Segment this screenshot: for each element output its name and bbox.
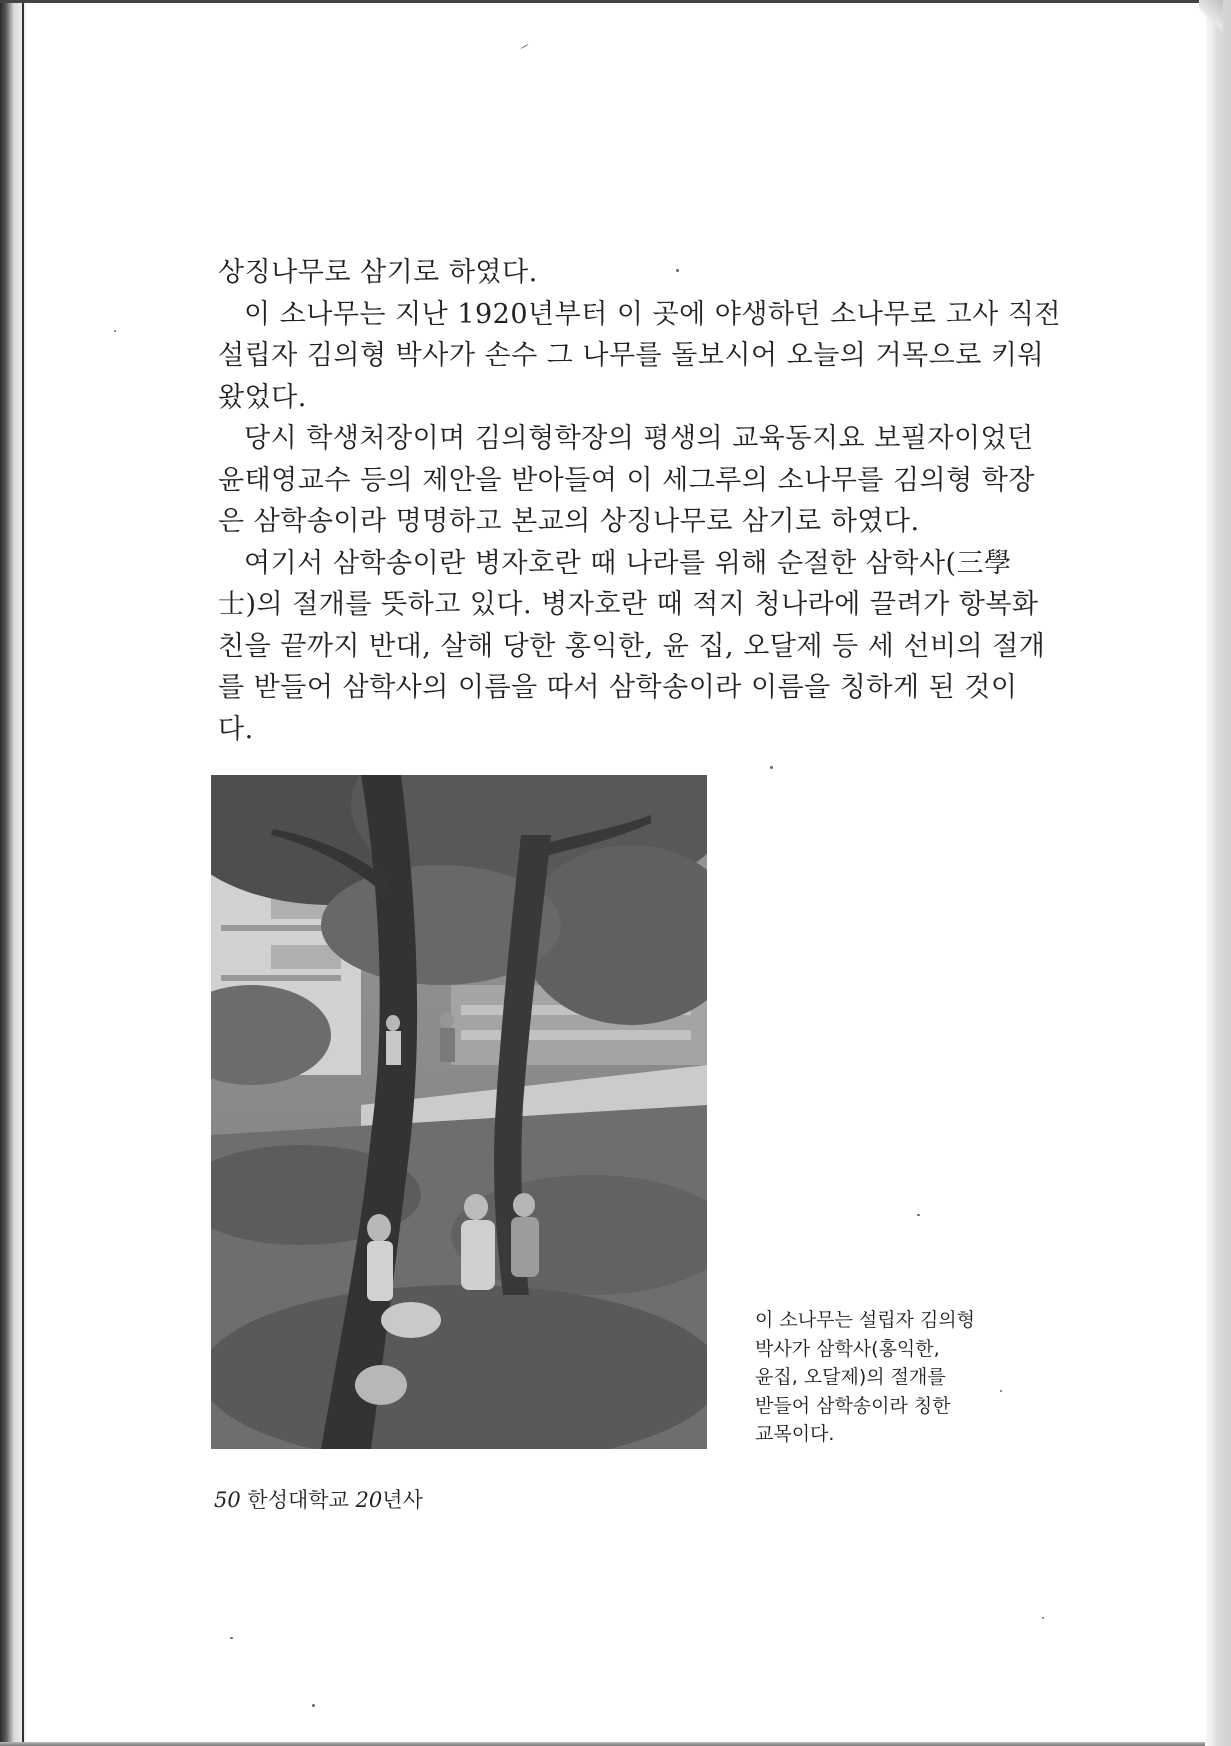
page-number: 50: [214, 1488, 241, 1512]
body-line: 은 삼학송이라 명명하고 본교의 상징나무로 삼기로 하였다.: [218, 506, 920, 537]
caption-line: 윤집, 오달제)의 절개를: [755, 1366, 946, 1388]
scan-speck: [114, 330, 116, 332]
caption-line: 박사가 삼학사(홍익한,: [755, 1337, 940, 1360]
body-line: 왔었다.: [218, 381, 307, 413]
scan-speck: [917, 1214, 920, 1216]
page-footer: [214, 1484, 423, 1514]
right-page-shadow: [1209, 0, 1231, 1746]
scan-speck: [1042, 1617, 1044, 1619]
photo-illustration: [211, 775, 707, 1449]
footer-title-suffix: 년사: [382, 1488, 423, 1512]
body-line: 士)의 절개를 뜻하고 있다. 병자호란 때 적지 청나라에 끌려가 항복화: [218, 589, 1039, 620]
body-line: 다.: [218, 713, 254, 745]
body-line: 윤태영교수 등의 제안을 받아들여 이 세그루의 소나무를 김의형 학장: [218, 464, 1035, 496]
body-line: 설립자 김의형 박사가 손수 그 나무를 돌보시어 오늘의 거목으로 키워: [218, 340, 1045, 371]
body-line: 여기서 삼학송이란 병자호란 때 나라를 위해 순절한 삼학사(三學: [244, 547, 1012, 579]
scan-speck: [520, 44, 528, 49]
body-line: 친을 끝까지 반대, 살해 당한 홍익한, 윤 집, 오달제 등 세 선비의 절개: [218, 630, 1046, 662]
footer-title-prefix: 한성대학교: [247, 1488, 349, 1512]
footer-year: 20: [355, 1488, 383, 1512]
scan-speck: [312, 1704, 315, 1707]
photo-caption: [755, 1306, 1015, 1449]
body-line: 이 소나무는 지난 1920년부터 이 곳에 야생하던 소나무로 고사 직전: [244, 298, 1062, 330]
pine-tree-photo: [211, 775, 707, 1449]
body-line: 를 받들어 삼학사의 이름을 따서 삼학송이라 이름을 칭하게 된 것이: [218, 672, 1018, 703]
caption-line: 받들어 삼학송이라 칭한: [755, 1394, 951, 1417]
caption-line: 교목이다.: [755, 1423, 835, 1445]
bottom-border: [0, 1742, 1231, 1746]
binding-line: [22, 0, 24, 1746]
body-line: 당시 학생처장이며 김의형학장의 평생의 교육동지요 보필자이었던: [244, 423, 1034, 454]
top-border: [0, 0, 1231, 3]
scan-speck: [770, 766, 773, 769]
page-corner-fold: [1199, 0, 1223, 40]
body-text: [218, 252, 1062, 750]
caption-line: 이 소나무는 설립자 김의형: [755, 1309, 976, 1331]
body-line: 상징나무로 삼기로 하였다.: [218, 257, 538, 288]
scan-speck: [230, 1637, 233, 1639]
